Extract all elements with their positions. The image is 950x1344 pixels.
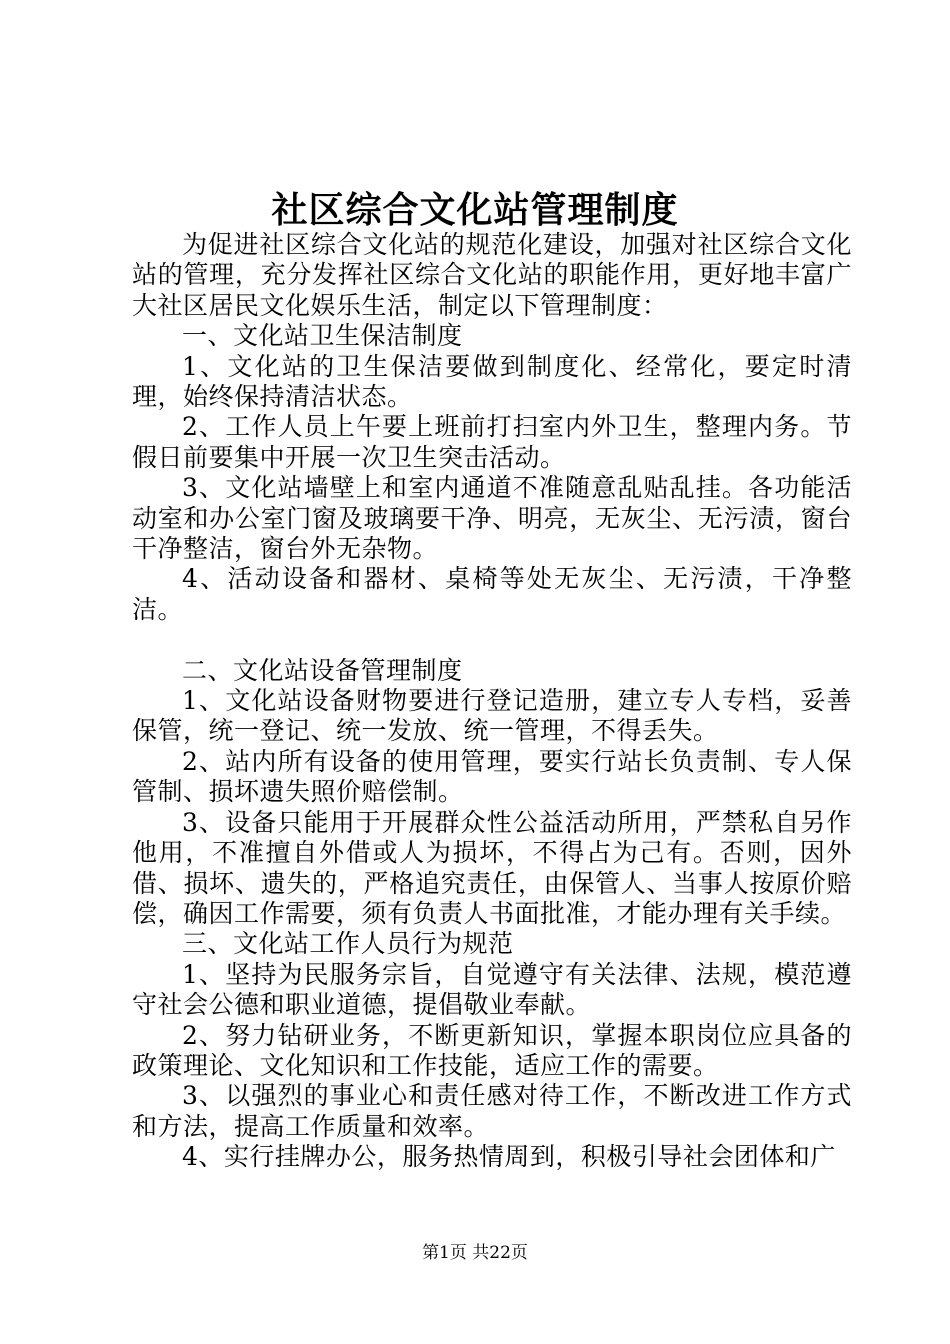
- list-item: 4、活动设备和器材、桌椅等处无灰尘、无污渍，干净整洁。: [132, 564, 852, 624]
- section-heading: 一、文化站卫生保洁制度: [182, 321, 463, 351]
- list-item: 1、文化站设备财物要进行登记造册，建立专人专档，妥善保管，统一登记、统一发放、统一管理，不得丢失。: [132, 686, 852, 746]
- list-item: 1、文化站的卫生保洁要做到制度化、经常化，要定时清理，始终保持清洁状态。: [132, 351, 852, 412]
- list-item: 3、文化站墙壁上和室内通道不准随意乱贴乱挂。各功能活动室和办公室门窗及玻璃要干净、明亮，无灰尘、无污渍，窗台干净整洁，窗台外无杂物。: [132, 473, 852, 564]
- section-heading: 二、文化站设备管理制度: [182, 655, 463, 685]
- document-body: [132, 230, 852, 1173]
- list-item: 2、努力钻研业务，不断更新知识，掌握本职岗位应具备的政策理论、文化知识和工作技能，适应工作的需要。: [132, 1020, 852, 1080]
- page-number-footer: 第1页 共22页: [422, 1243, 528, 1263]
- document-title: 社区综合文化站管理制度: [271, 189, 679, 231]
- paragraph-spacer: [132, 625, 852, 655]
- list-item: 1、坚持为民服务宗旨，自觉遵守有关法律、法规，模范遵守社会公德和职业道德，提倡敬业奉献。: [132, 959, 852, 1020]
- list-item: 4、实行挂牌办公，服务热情周到，积极引导社会团体和广: [182, 1142, 836, 1172]
- list-item: 3、以强烈的事业心和责任感对待工作，不断改进工作方式和方法，提高工作质量和效率。: [132, 1081, 852, 1141]
- intro-paragraph: 为促进社区综合文化站的规范化建设，加强对社区综合文化站的管理，充分发挥社区综合文化站的职能作用，更好地丰富广大社区居民文化娱乐生活，制定以下管理制度：: [132, 230, 852, 320]
- list-item: 2、站内所有设备的使用管理，要实行站长负责制、专人保管制、损坏遗失照价赔偿制。: [132, 746, 852, 807]
- list-item: 3、设备只能用于开展群众性公益活动所用，严禁私自另作他用，不准擅自外借或人为损坏，不得占为己有。否则，因外借、损坏、遗失的，严格追究责任，由保管人、当事人按原价赔偿，确因工作需要，须有负责人书面批准，才能办理有关手续。: [132, 807, 852, 928]
- list-item: 2、工作人员上午要上班前打扫室内外卫生，整理内务。节假日前要集中开展一次卫生突击活动。: [132, 412, 852, 472]
- section-heading: 三、文化站工作人员行为规范: [182, 929, 514, 959]
